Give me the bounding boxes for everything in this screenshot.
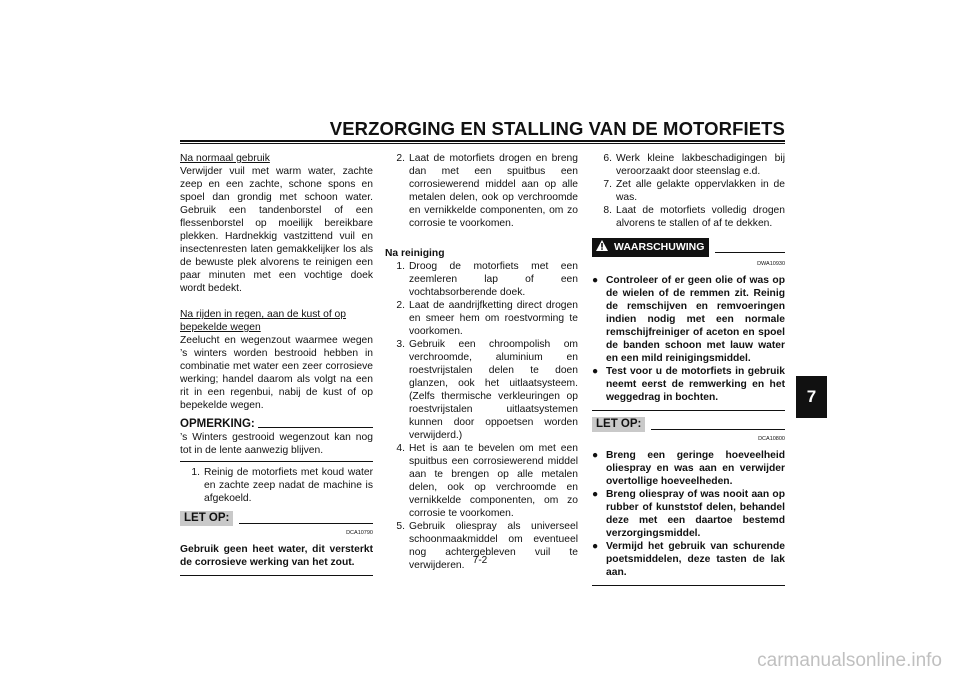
list-item: [385, 299, 578, 338]
bullet-icon: ●: [592, 275, 599, 286]
page-number: 7-2: [472, 555, 488, 566]
list-item: [592, 152, 785, 178]
caution-heading: [592, 417, 785, 432]
list-text: Werk kleine lakbeschadigingen bij veroorzaakt door steenslag e.d.: [616, 153, 785, 177]
list-item: [385, 260, 578, 299]
list-text: Laat de motorfiets drogen en breng dan met een spuitbus een corrosiewerend middel aan op alle metalen delen, ook op verchroomde en vernikkelde componenten, om zo corrosie te voorkomen.: [409, 153, 578, 229]
list-text: Test voor u de motorfiets in gebruik neemt eerst de remwerking en het weggedrag in bochten.: [606, 366, 785, 403]
column-1: [180, 152, 373, 579]
final-steps-list: [592, 152, 785, 230]
warning-heading: [592, 238, 785, 257]
list-item: [592, 204, 785, 230]
bullet-icon: ●: [592, 489, 599, 500]
divider: [592, 410, 785, 411]
list-item: [592, 449, 785, 488]
section-text-rain-coast: Zeelucht en wegenzout waarmee wegen ’s winters worden bestrooid hebben in combinatie met water een zeer corrosieve werking; handel daarom als volgt na een rit in een regenbui, nabij de kust of op bepekelde wegen.: [180, 335, 373, 411]
list-item: [180, 466, 373, 505]
caution-text: Gebruik geen heet water, dit versterkt de corrosieve werking van het zout.: [180, 544, 373, 568]
list-text: Vermijd het gebruik van schurende poetsmiddelen, deze tasten de lak aan.: [606, 541, 785, 578]
list-item: [385, 442, 578, 520]
bullet-icon: ●: [592, 541, 599, 552]
list-text: Reinig de motorfiets met koud water en zachte zeep nadat de machine is afgekoeld.: [204, 467, 373, 504]
list-number: 1.: [396, 261, 405, 272]
list-item: [592, 540, 785, 579]
section-title-normal-use: Na normaal gebruik: [180, 153, 270, 164]
warning-badge: [592, 238, 709, 257]
list-text: Zet alle gelakte oppervlakken in de was.: [616, 179, 785, 203]
warning-code: DWA10930: [757, 261, 785, 267]
note-text: ’s Winters gestrooid wegenzout kan nog tot in de lente aanwezig blijven.: [180, 432, 373, 456]
caution-badge: LET OP:: [180, 511, 233, 526]
column-3: [592, 152, 785, 589]
note-heading: [180, 418, 373, 431]
column-2: [385, 152, 578, 572]
warning-triangle-icon: [596, 240, 608, 255]
list-number: 8.: [603, 205, 612, 216]
divider: [180, 461, 373, 462]
section-title-rain-coast: Na rijden in regen, aan de kust of op bepekelde wegen: [180, 309, 347, 333]
list-text: Gebruik oliespray als universeel schoonmaakmiddel om eventueel nog achtergebleven vuil te verwijderen.: [409, 521, 578, 571]
caution-heading: [180, 511, 373, 526]
bullet-icon: ●: [592, 450, 599, 461]
list-text: Laat de aandrijfketting direct drogen en smeer hem om roestvorming te voorkomen.: [409, 300, 578, 337]
list-item: [592, 178, 785, 204]
list-item: [385, 338, 578, 442]
header-rule-thin: [180, 143, 785, 144]
list-number: 7.: [603, 179, 612, 190]
watermark-text: carmanualsonline.info: [757, 650, 942, 671]
list-text: Droog de motorfiets met een zeemleren lap of een vochtabsorberende doek.: [409, 261, 578, 298]
bullet-icon: ●: [592, 366, 599, 377]
divider: [180, 575, 373, 576]
section-text-normal-use: Verwijder vuil met warm water, zachte zeep en een zachte, schone spons en spoel dan grondig met schoon water. Gebruik een tandenborstel of een flessenborstel op moeilijk bereikbare plekken. Hardnekkig vastzittend vuil en insectenresten laten gemakkelijker los als de bewuste plek alvorens te reinigen een paar minuten met een vochtige doek wordt bedekt.: [180, 166, 373, 294]
caution-code: DCA10800: [758, 436, 785, 442]
list-number: 1.: [191, 467, 200, 478]
list-number: 4.: [396, 443, 405, 454]
list-text: Breng een geringe hoeveelheid oliespray en was aan en verwijder overtollige hoeveelheden.: [606, 450, 785, 487]
chapter-tab: 7: [796, 376, 827, 418]
page-title: VERZORGING EN STALLING VAN DE MOTORFIETS: [329, 118, 785, 139]
list-number: 6.: [603, 153, 612, 164]
list-item: [592, 274, 785, 365]
list-number: 3.: [396, 339, 405, 350]
caution-code: DCA10790: [346, 530, 373, 536]
warning-list: [592, 274, 785, 404]
list-text: Laat de motorfiets volledig drogen alvorens te stallen of af te dekken.: [616, 205, 785, 229]
list-text: Het is aan te bevelen om met een spuitbus een corrosiewerend middel aan te brengen op alle metalen delen, ook op verchroomde en vernikkelde componenten, om zo corrosie te voorkomen.: [409, 443, 578, 519]
divider: [592, 585, 785, 586]
caution-list: [592, 449, 785, 579]
warning-label: WAARSCHUWING: [614, 241, 705, 253]
note-label: OPMERKING:: [180, 418, 255, 430]
header-rule: [180, 140, 785, 142]
list-item: [385, 152, 578, 230]
list-text: Controleer of er geen olie of was op de wielen of de remmen zit. Reinig de remschijven en remvoeringen indien nodig met een normale remschijfreiniger of aceton en spoel de banden schoon met lauw water en een mild reinigingsmiddel.: [606, 275, 785, 364]
list-item: [592, 365, 785, 404]
list-text: Gebruik een chroompolish om verchroomde, aluminium en roestvrijstalen delen te doen glanzen, ook het uitlaatsysteem. (Zelfs thermische verkleuringen op roestvrijstalen uitlaatsystemen kunnen door oppoetsen worden verwijderd.): [409, 339, 578, 441]
list-number: 2.: [396, 153, 405, 164]
after-cleaning-list: [385, 260, 578, 572]
list-item: [592, 488, 785, 540]
section-title-after-cleaning: Na reiniging: [385, 248, 445, 259]
caution-badge: LET OP:: [592, 417, 645, 432]
list-number: 2.: [396, 300, 405, 311]
list-text: Breng oliespray of was nooit aan op rubber of kunststof delen, behandel deze met een daartoe bestemd verzorgingsmiddel.: [606, 489, 785, 539]
list-number: 5.: [396, 521, 405, 532]
